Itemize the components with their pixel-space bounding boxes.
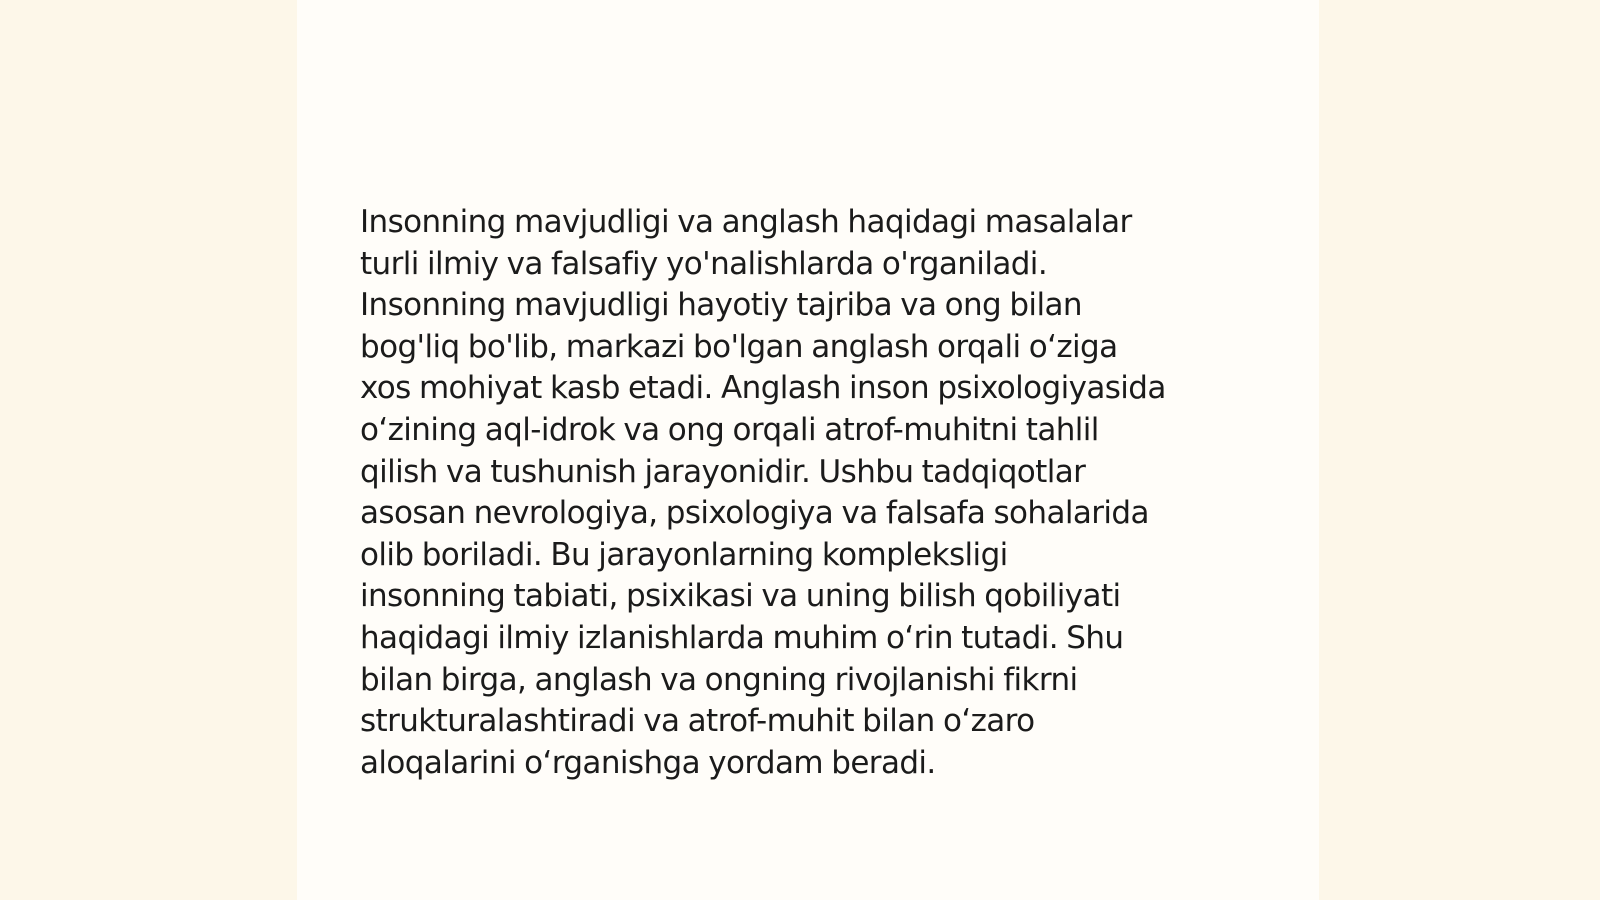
paragraph-line: asosan nevrologiya, psixologiya va falsafa sohalarida	[360, 495, 1149, 532]
paragraph-line: xos mohiyat kasb etadi. Anglash inson psixologiyasida	[360, 370, 1166, 407]
paragraph-line: Insonning mavjudligi hayotiy tajriba va ong bilan	[360, 287, 1082, 324]
paragraph-line: qilish va tushunish jarayonidir. Ushbu tadqiqotlar	[360, 453, 1086, 490]
paragraph-line: aloqalarini oʻrganishga yordam beradi.	[360, 744, 936, 781]
paragraph-line: turli ilmiy va falsafiy yo'nalishlarda o'rganiladi.	[360, 245, 1048, 282]
body-paragraph	[360, 202, 1260, 784]
paragraph-line: bilan birga, anglash va ongning rivojlanishi fikrni	[360, 661, 1078, 698]
paragraph-line: olib boriladi. Bu jarayonlarning kompleksligi	[360, 536, 1008, 573]
paragraph-line: strukturalashtiradi va atrof-muhit bilan oʻzaro	[360, 703, 1035, 740]
paragraph-line: bog'liq bo'lib, markazi bo'lgan anglash orqali oʻziga	[360, 328, 1118, 365]
document-page	[297, 0, 1319, 900]
paragraph-line: haqidagi ilmiy izlanishlarda muhim oʻrin tutadi. Shu	[360, 619, 1124, 656]
paragraph-line: oʻzining aql-idrok va ong orqali atrof-muhitni tahlil	[360, 411, 1099, 448]
paragraph-line: Insonning mavjudligi va anglash haqidagi masalalar	[360, 204, 1132, 240]
paragraph-line: insonning tabiati, psixikasi va uning bilish qobiliyati	[360, 578, 1121, 615]
